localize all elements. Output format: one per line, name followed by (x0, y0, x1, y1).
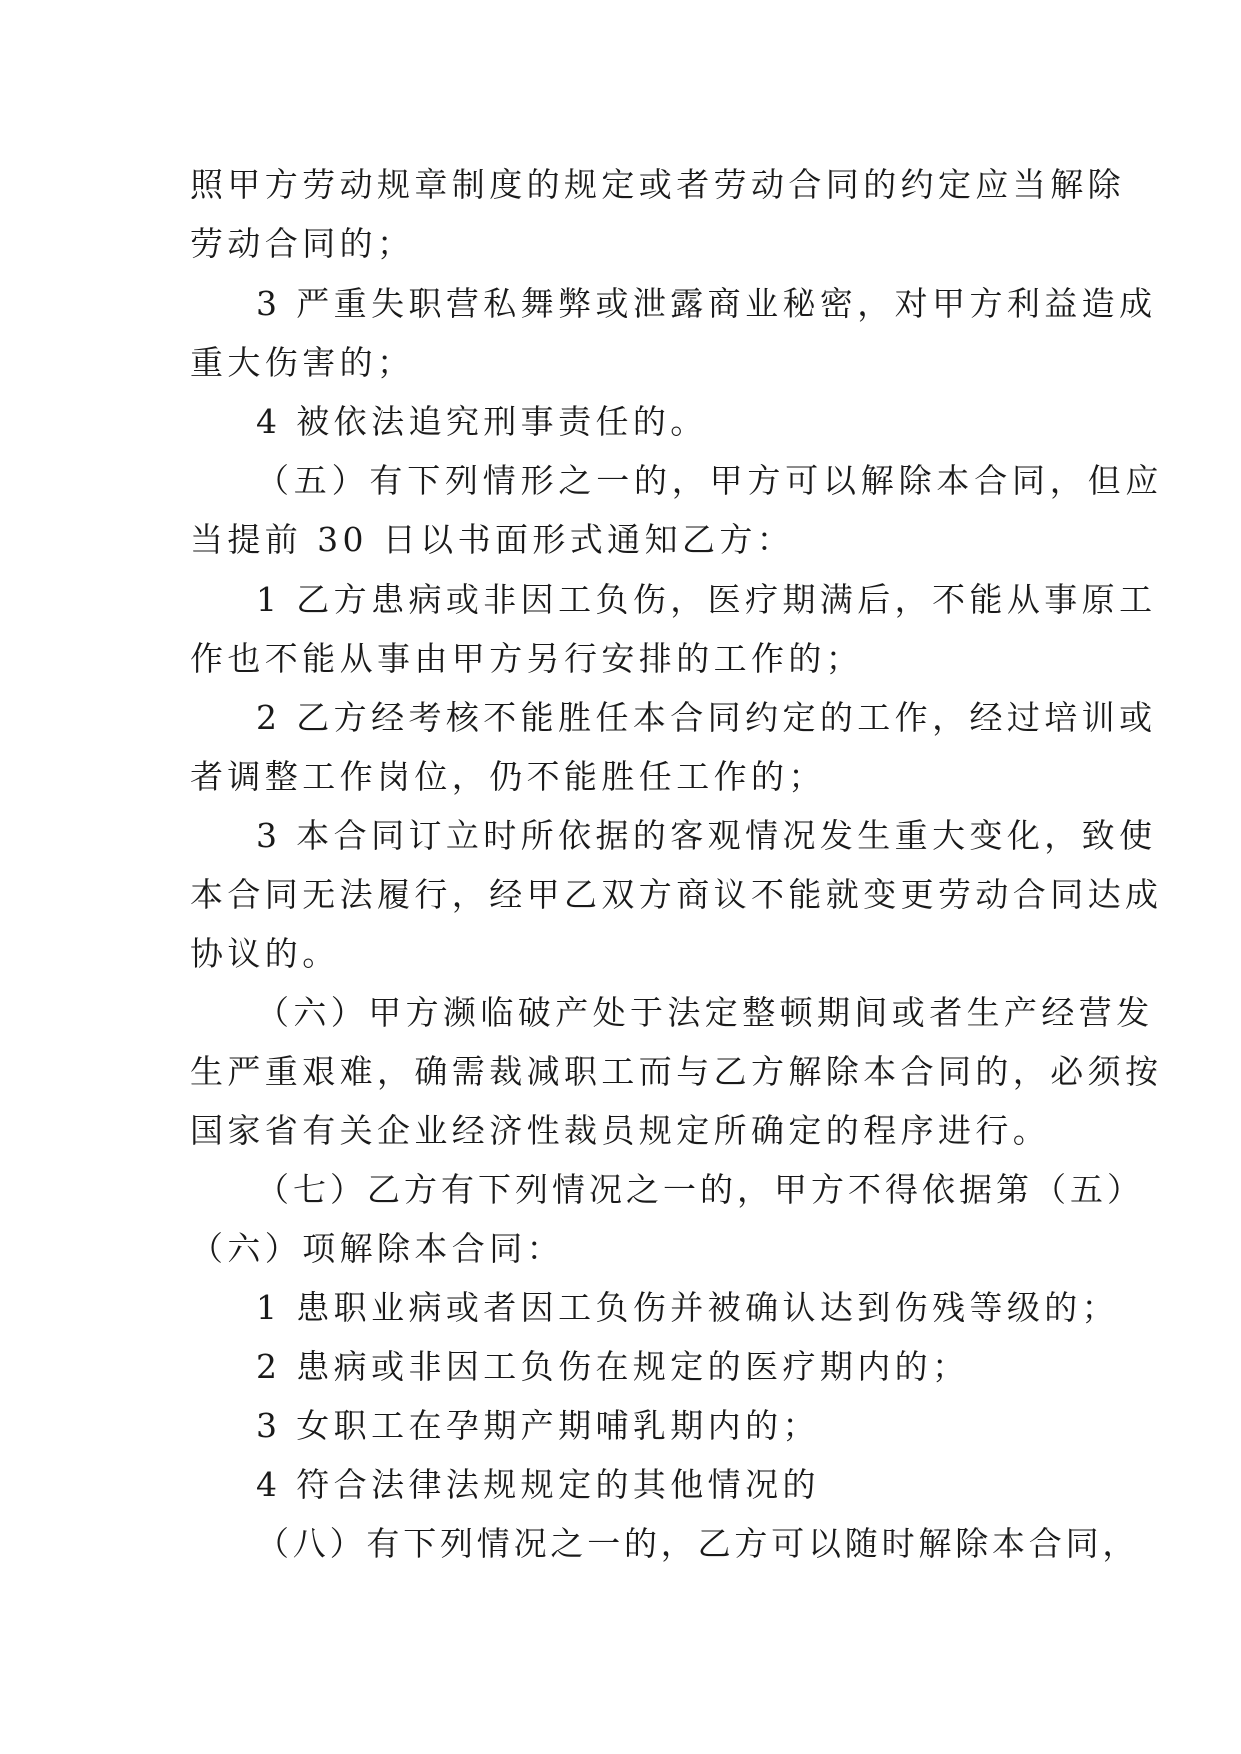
paragraph-line: 生严重艰难，确需裁减职工而与乙方解除本合同的，必须按 (190, 1052, 1163, 1091)
paragraph-line: 当提前 30 日以书面形式通知乙方： (190, 520, 795, 559)
paragraph-line: 4 被依法追究刑事责任的。 (256, 402, 708, 441)
paragraph-line: 2 患病或非因工负伤在规定的医疗期内的； (256, 1347, 970, 1386)
paragraph-line: 劳动合同的； (190, 224, 415, 263)
paragraph-line: 3 严重失职营私舞弊或泄露商业秘密，对甲方利益造成 (256, 284, 1157, 323)
paragraph-line: 国家省有关企业经济性裁员规定所确定的程序进行。 (190, 1111, 1051, 1150)
paragraph-line: （八）有下列情况之一的，乙方可以随时解除本合同， (256, 1524, 1140, 1563)
paragraph-line: （五）有下列情形之一的，甲方可以解除本合同，但应 (256, 461, 1164, 500)
paragraph-line: 2 乙方经考核不能胜任本合同约定的工作，经过培训或 (256, 698, 1157, 737)
paragraph-line: （六）项解除本合同： (190, 1229, 564, 1268)
paragraph-line: 1 患职业病或者因工负伤并被确认达到伤残等级的； (256, 1288, 1120, 1327)
paragraph-line: 1 乙方患病或非因工负伤，医疗期满后，不能从事原工 (256, 580, 1157, 619)
paragraph-line: 3 本合同订立时所依据的客观情况发生重大变化，致使 (256, 816, 1157, 855)
paragraph-line: （六）甲方濒临破产处于法定整顿期间或者生产经营发 (256, 993, 1154, 1032)
paragraph-line: 4 符合法律法规规定的其他情况的 (256, 1465, 820, 1504)
paragraph-line: 作也不能从事由甲方另行安排的工作的； (190, 639, 864, 678)
paragraph-line: 重大伤害的； (190, 343, 415, 382)
paragraph-line: 者调整工作岗位，仍不能胜任工作的； (190, 757, 826, 796)
paragraph-line: 协议的。 (190, 934, 340, 973)
paragraph-line: 本合同无法履行，经甲乙双方商议不能就变更劳动合同达成 (190, 875, 1163, 914)
paragraph-line: 3 女职工在孕期产期哺乳期内的； (256, 1406, 820, 1445)
paragraph-line: 照甲方劳动规章制度的规定或者劳动合同的约定应当解除 (190, 165, 1125, 204)
paragraph-line: （七）乙方有下列情况之一的，甲方不得依据第（五） (256, 1170, 1144, 1209)
